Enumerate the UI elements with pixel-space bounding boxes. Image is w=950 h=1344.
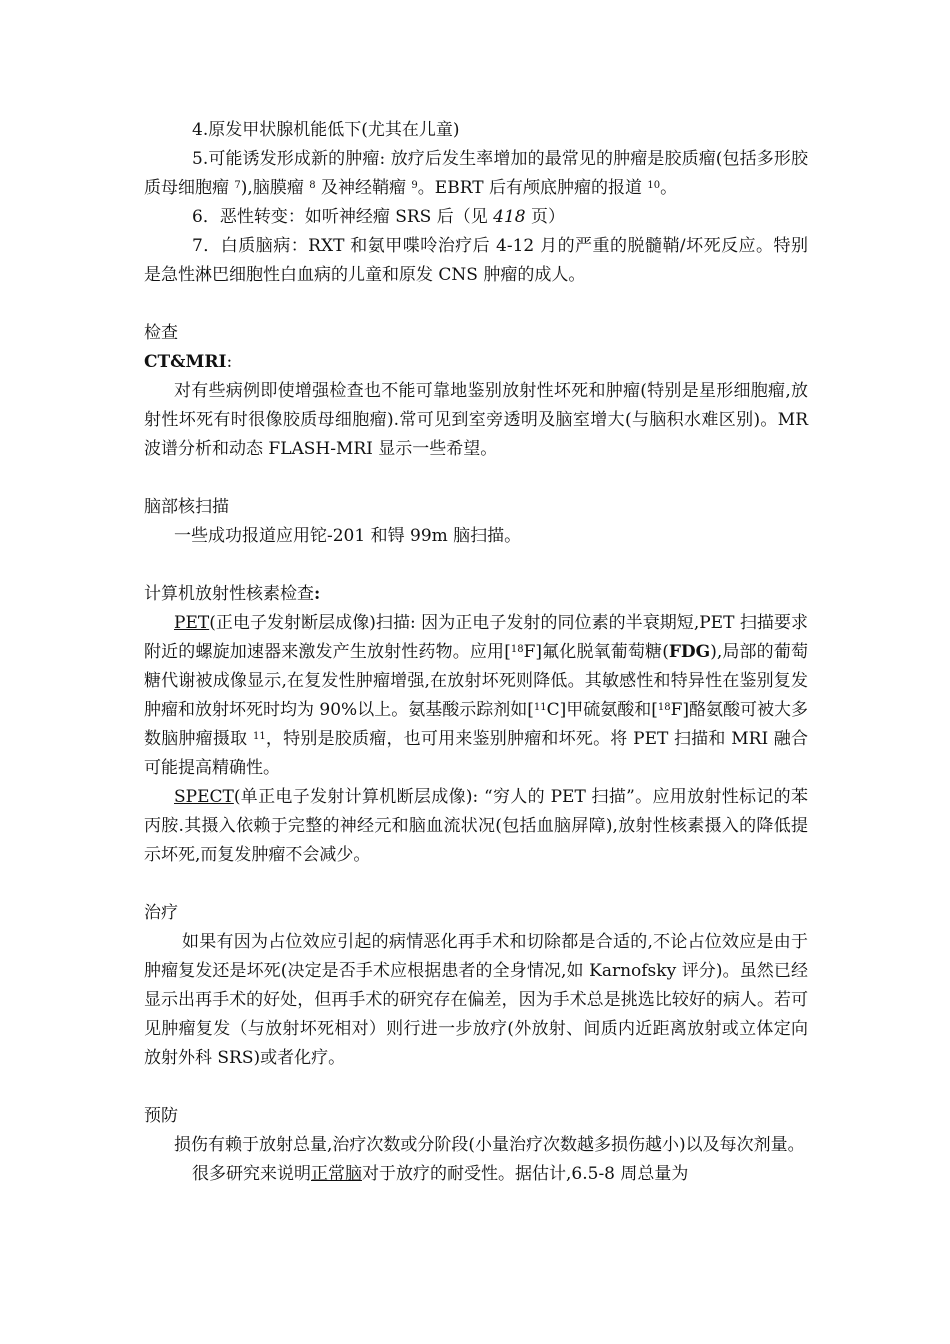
section-heading-treatment: [144, 899, 808, 928]
heading-text: 检查: [144, 323, 178, 343]
citation: 9: [411, 180, 418, 191]
paragraph-text: C]甲硫氨酸和[: [546, 700, 658, 720]
paragraph-prevention-2: [144, 1160, 808, 1189]
paragraph-text: F]氟化脱氧葡萄糖(: [523, 642, 669, 662]
paragraph-text: ),局部的葡萄糖代谢被成像显示,在复发性肿瘤增强,在放射坏死则降低。其敏感性和特异性在鉴别复发肿瘤和放射坏死时均为 90%以上。氨基酸示踪剂如[: [144, 642, 808, 720]
item-text: 页）: [525, 207, 565, 227]
heading-text: 计算机放射性核素检查: [144, 584, 314, 604]
subheading-text: CT&MRI: [144, 352, 227, 372]
citation: 8: [309, 180, 316, 191]
item-text: 7．白质脑病：RXT 和氨甲喋呤治疗后 4-12 月的严重的脱髓鞘/坏死反应。特别是急性淋巴细胞性白血病的儿童和原发 CNS 肿瘤的成人。: [144, 236, 808, 285]
fdg-term: FDG: [668, 642, 711, 662]
paragraph-text: 对有些病例即使增强检查也不能可靠地鉴别放射性坏死和肿瘤(特别是星形细胞瘤,放射性坏死有时很像胶质母细胞瘤).常可见到室旁透明及脑室增大(与脑积水难区别)。MR 波谱分析和动态 FLASH-MRI 显示一些希望。: [144, 381, 808, 459]
list-item-leukoencephalopathy: [144, 232, 808, 290]
paragraph-pet: [144, 609, 808, 783]
paragraph-text: ，特别是胶质瘤，也可用来鉴别肿瘤和坏死。将 PET 扫描和 MRI 融合可能提高精确性。: [144, 729, 808, 778]
paragraph-nuclear-scan: [144, 522, 808, 551]
item-text: ),脑膜瘤: [240, 178, 310, 198]
paragraph-prevention-1: [144, 1131, 808, 1160]
citation: 11: [252, 731, 266, 742]
item-text: 及神经鞘瘤: [315, 178, 412, 198]
citation: 10: [647, 180, 661, 191]
section-heading-exam: [144, 319, 808, 348]
paragraph-text: F]酪氨酸可被大多数脑肿瘤摄取: [144, 700, 809, 749]
paragraph-text: 损伤有赖于放射总量,治疗次数或分阶段(小量治疗次数越多损伤越小)以及每次剂量。: [174, 1135, 805, 1155]
heading-text: 脑部核扫描: [144, 497, 229, 517]
citation: 7: [234, 180, 241, 191]
item-text: 4.原发甲状腺机能低下(尤其在儿童): [192, 120, 460, 140]
paragraph-ct-mri: [144, 377, 808, 464]
list-item-hypothyroidism: [144, 116, 808, 145]
item-text: 6．恶性转变：如听神经瘤 SRS 后（见: [192, 207, 494, 227]
paragraph-text: 一些成功报道应用铊-201 和锝 99m 脑扫描。: [174, 526, 522, 546]
paragraph-text: 很多研究来说明: [192, 1164, 311, 1184]
subheading-nuclear-scan: [144, 493, 808, 522]
page-reference: 418: [493, 207, 526, 227]
isotope-mass: 18: [510, 644, 524, 655]
subheading-radionuclide: [144, 580, 808, 609]
paragraph-spect: [144, 783, 808, 870]
paragraph-text: (单正电子发射计算机断层成像): “穷人的 PET 扫描”。应用放射性标记的苯丙胺.其摄入依赖于完整的神经元和脑血流状况(包括血脑屏障),放射性核素摄入的降低提示坏死,而复发肿瘤不会减少。: [144, 787, 808, 865]
pet-term: PET: [174, 613, 210, 633]
section-heading-prevention: [144, 1102, 808, 1131]
normal-brain-term: 正常脑: [311, 1164, 362, 1184]
isotope-mass: 11: [533, 702, 547, 713]
paragraph-treatment: [144, 928, 808, 1073]
paragraph-text: 如果有因为占位效应引起的病情恶化再手术和切除都是合适的,不论占位效应是由于肿瘤复发还是坏死(决定是否手术应根据患者的全身情况,如 Karnofsky 评分)。虽然已经显示出再手术的好处，但再手术的研究存在偏差，因为手术总是挑选比较好的病人。若可见肿瘤复发（与放射坏死相对）则行进一步放疗(外放射、间质内近距离放射或立体定向放射外科 SRS)或者化疗。: [144, 932, 808, 1068]
paragraph-text: (正电子发射断层成像)扫描: 因为正电子发射的同位素的半衰期短,PET 扫描要求 附近的螺旋加速器来激发产生放射性药物。应用[: [144, 613, 808, 662]
spect-term: SPECT: [174, 787, 234, 807]
paragraph-text: 对于放疗的耐受性。据估计,6.5-8 周总量为: [362, 1164, 689, 1184]
item-text: 。: [660, 178, 678, 198]
heading-text: 治疗: [144, 903, 178, 923]
item-text: 5.可能诱发形成新的肿瘤: 放疗后发生率增加的最常见的肿瘤是胶质瘤(包括多形胶质母细胞瘤: [144, 149, 808, 198]
isotope-mass: 18: [657, 702, 671, 713]
subheading-colon: :: [226, 352, 233, 372]
item-text: 。EBRT 后有颅底肿瘤的报道: [417, 178, 648, 198]
document-body: [144, 116, 808, 1189]
list-item-new-tumors: [144, 145, 808, 203]
heading-colon: :: [314, 584, 321, 604]
subheading-ct-mri: [144, 348, 808, 377]
heading-text: 预防: [144, 1106, 178, 1126]
list-item-malignant-transformation: [144, 203, 808, 232]
